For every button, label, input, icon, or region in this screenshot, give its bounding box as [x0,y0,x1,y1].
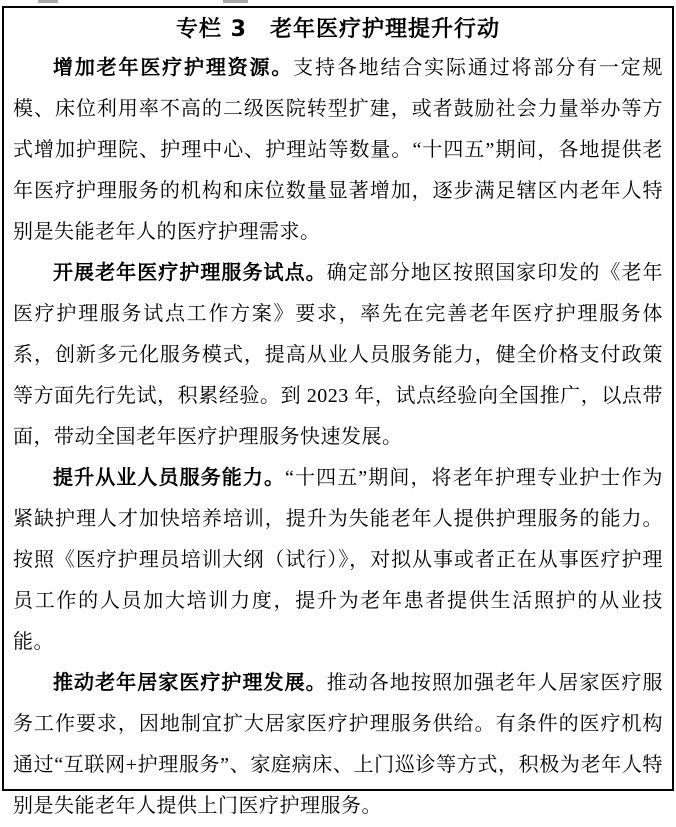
paragraph-body: 推动各地按照加强老年人居家医疗服务工作要求，因地制宜扩大居家医疗护理服务供给。有条件的医疗机构通过“互联网+护理服务”、家庭病床、上门巡诊等方式，积极为老年人特别是失能老年人提供上门医疗护理服务。 [13,672,664,817]
paragraph-body: “十四五”期间，将老年护理专业护士作为紧缺护理人才加快培养培训，提升为失能老年人提供护理服务的能力。按照《医疗护理员培训大纲（试行）》，对拟从事或者正在从事医疗护理员工作的人员加大培训力度，提升为老年患者提供生活照护的从业技能。 [13,467,663,653]
paragraph-lead: 推动老年居家医疗护理发展。 [53,672,327,694]
crop-artifact [38,0,58,3]
box-title: 专栏 3 老年医疗护理提升行动 [176,17,500,42]
paragraph-body: 确定部分地区按照国家印发的《老年医疗护理服务试点工作方案》要求，率先在完善老年医疗护理服务体系，创新多元化服务模式，提高从业人员服务能力，健全价格支付政策等方面先行先试，积累经验。到 2023 年，试点经验向全国推广，以点带面，带动全国老年医疗护理服务快速发展。 [13,262,664,448]
paragraph-lead: 增加老年医疗护理资源。 [53,57,294,79]
paragraph-increase-resources [13,48,663,253]
column-box [2,6,674,817]
paragraph-lead: 开展老年医疗护理服务试点。 [53,262,327,284]
paragraph-lead: 提升从业人员服务能力。 [53,467,286,489]
crop-artifact [223,0,248,3]
paragraph-staff-capability [13,458,663,663]
paragraph-service-pilot [13,253,663,458]
paragraph-home-care [13,663,663,827]
paragraph-body: 支持各地结合实际通过将部分有一定规模、床位利用率不高的二级医院转型扩建，或者鼓励社会力量举办等方式增加护理院、护理中心、护理站等数量。“十四五”期间，各地提供老年医疗护理服务的机构和床位数量显著增加，逐步满足辖区内老年人特别是失能老年人的医疗护理需求。 [13,57,664,243]
